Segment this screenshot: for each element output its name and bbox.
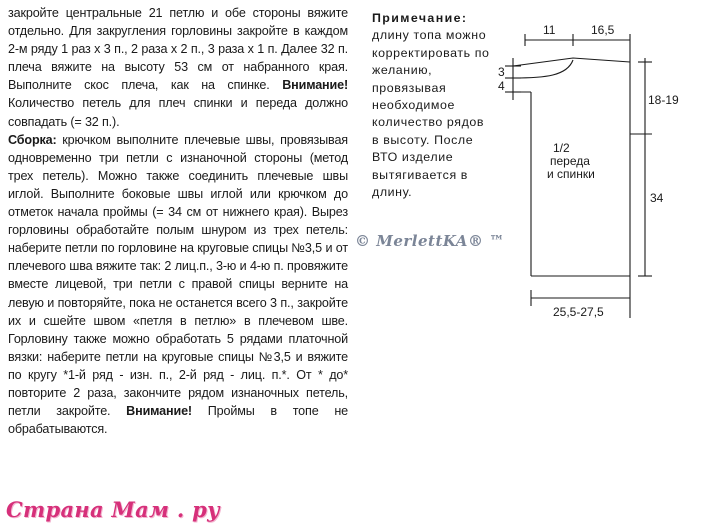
- warning-label: Внимание!: [282, 78, 348, 93]
- warning-label: Внимание!: [126, 404, 192, 419]
- top-right-width-label: 16,5: [591, 23, 615, 37]
- assembly-text: крючком выполните плечевые швы, провязывая одновременно три петли с изнаночной стороны (метод трех петель). Можно также соединить плечевые швы иглой. Выполните боковые швы иглой или крючком до отметок начала проймы (= 34 см от нижнего края). Вырез горловины обработайте полым шнуром из трех петель: наберите петли по горловине на круговые спицы №3,5 и от плечевого шва вяжите так: 2 лиц.п., 3-ю и 4-ю п. провяжите вместе лицевой, три петли с правой спицы верните на левую и повторяйте, пока не останется всего 3 п., закройте их и сшейте швом «петля в петлю» в плечевом шве. Горловину также можно обработать 5 рядами платочной вязки: наберите петли на круговые спицы №3,5 и вяжите по кругу *1-й ряд - изн. п., 2-й ряд - лиц. п.*. От * до* повторите 2 раза, закончите рядом изнаночных петель, петли закройте.: [8, 132, 348, 419]
- neckline-text: закройте центральные 21 петлю и обе стороны вяжите отдельно. Для закругления горловины закройте в каждом 2-м ряду 1 раз х 3 п., 2 раза х 2 п., 3 раза х 1 п. Далее 32 п. плеча вяжите на высоту 53 см от набранного края. Выполните скос плеча, как на спинке.: [8, 6, 348, 93]
- shoulder-note-text: Количество петель для плеч спинки и переда должно совпадать (= 32 п.).: [8, 96, 348, 129]
- paragraph-front-neckline: [8, 4, 348, 131]
- shoulder-line: [513, 58, 630, 66]
- neck-depth-1-label: 3: [498, 65, 505, 79]
- pattern-instructions: [8, 4, 348, 438]
- pattern-schematic: [495, 18, 695, 323]
- body-height-label: 34: [650, 191, 664, 205]
- site-logo: Страна Мам . ру: [6, 497, 220, 522]
- assembly-label: Сборка:: [8, 132, 57, 147]
- paragraph-assembly: [8, 131, 348, 439]
- bottom-width-label: 25,5-27,5: [553, 305, 604, 319]
- neckline-curve: [513, 60, 573, 78]
- top-left-width-label: 11: [543, 23, 556, 37]
- piece-label-line3: и спинки: [547, 167, 595, 181]
- note-body: длину топа можно корректировать по желанию, провязывая необходимое количество рядов в высоту. После ВТО изделие вытягивается в длину.: [372, 28, 490, 200]
- piece-label-line2: переда: [550, 154, 590, 168]
- note-block: [372, 10, 492, 201]
- piece-label-line1: 1/2: [553, 141, 570, 155]
- armhole-note-text: Проймы в топе не обрабатываются.: [8, 404, 348, 437]
- neck-depth-2-label: 4: [498, 79, 505, 93]
- armhole-height-label: 18-19: [648, 93, 679, 107]
- copyright-watermark: © MerlettKA® ™: [355, 232, 505, 250]
- note-title: Примечание:: [372, 11, 468, 25]
